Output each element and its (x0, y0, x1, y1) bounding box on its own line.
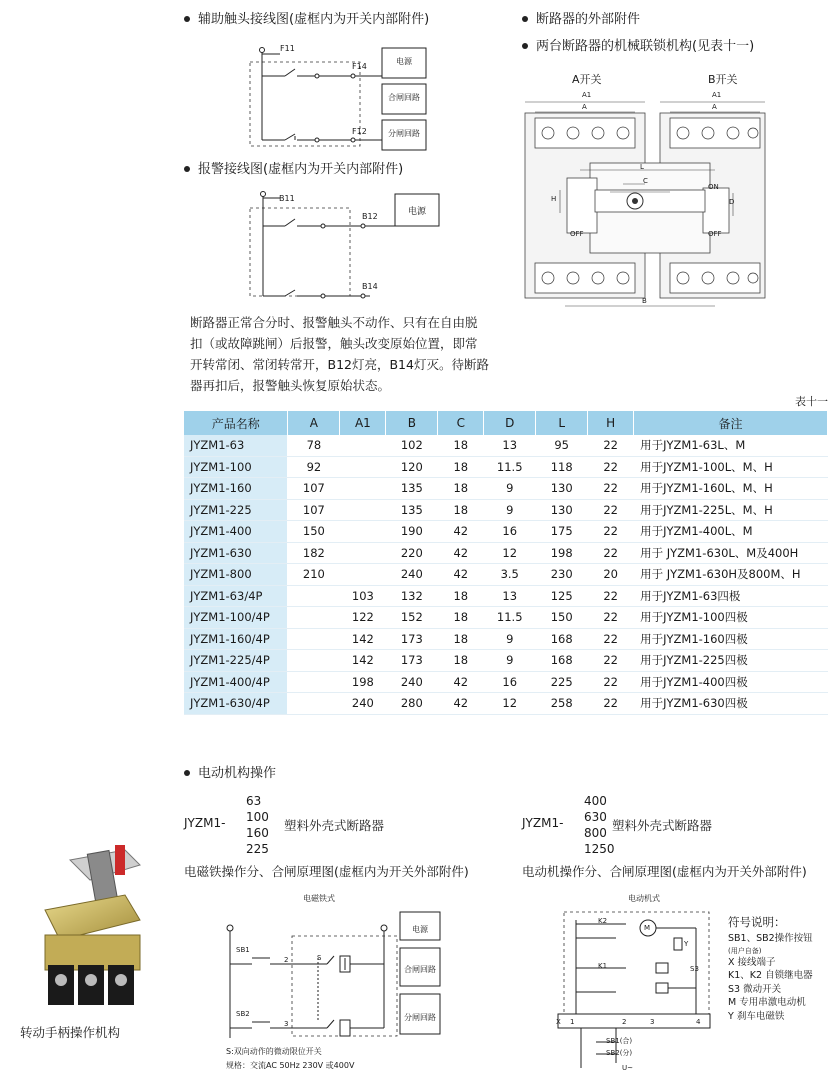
value-cell: 107 (288, 478, 340, 500)
value-cell: 9 (484, 499, 536, 521)
em-note-spec: 规格：交流AC 50Hz 230V 或400V (226, 1061, 355, 1070)
table-row (184, 542, 828, 564)
value-cell: 130 (536, 499, 588, 521)
terminal-2: 2 (622, 1018, 627, 1026)
table-row (184, 456, 828, 478)
label-node-3: 3 (284, 1020, 289, 1028)
th-h: H (588, 411, 634, 435)
label-b12: B12 (362, 212, 378, 221)
value-cell: 22 (588, 478, 634, 500)
label-node-2: 2 (284, 956, 289, 964)
value-cell: 18 (438, 478, 484, 500)
bullet-icon (522, 43, 528, 49)
dim-a-b: A (712, 103, 717, 111)
legend-list: SB1、SB2操作按钮 (用户自备) X 接线端子 K1、K2 自锁继电器 S3 微动开关 M 专用串激电动机 Y 刹车电磁铁 (728, 933, 813, 1022)
value-cell: 95 (536, 435, 588, 456)
value-cell: 122 (340, 607, 386, 629)
note-cell: 用于JYZM1-63四极 (634, 585, 828, 607)
label-sb1-right: SB1(合) (606, 1037, 633, 1045)
terminal-3: 3 (650, 1018, 655, 1026)
value-cell: 18 (438, 650, 484, 672)
value-cell: 78 (288, 435, 340, 456)
value-cell: 13 (484, 435, 536, 456)
note-cell: 用于JYZM1-225四极 (634, 650, 828, 672)
aux-box-open-circuit: 分闸回路 (388, 129, 420, 138)
product-name-cell: JYZM1-630 (184, 542, 288, 564)
label-k2: K2 (598, 917, 608, 925)
note-cell: 用于JYZM1-630四极 (634, 693, 828, 715)
value-cell: 173 (386, 650, 438, 672)
th-d: D (484, 411, 536, 435)
motor-diagram (556, 908, 716, 1078)
value-cell: 42 (438, 564, 484, 586)
product-name-cell: JYZM1-400/4P (184, 671, 288, 693)
value-cell (288, 671, 340, 693)
value-cell: 42 (438, 693, 484, 715)
label-on: ON (708, 183, 719, 191)
note-cell: 用于 JYZM1-630L、M及400H (634, 542, 828, 564)
value-cell: 16 (484, 671, 536, 693)
table-caption: 表十一 (795, 395, 828, 408)
value-cell: 3.5 (484, 564, 536, 586)
note-cell: 用于JYZM1-400L、M (634, 521, 828, 543)
value-cell: 16 (484, 521, 536, 543)
value-cell: 280 (386, 693, 438, 715)
note-cell: 用于 JYZM1-630H及800M、H (634, 564, 828, 586)
value-cell: 22 (588, 693, 634, 715)
th-a1: A1 (340, 411, 386, 435)
value-cell: 135 (386, 478, 438, 500)
value-cell (340, 435, 386, 456)
value-cell (288, 628, 340, 650)
value-cell: 22 (588, 628, 634, 650)
value-cell: 9 (484, 650, 536, 672)
value-cell: 130 (536, 478, 588, 500)
value-cell: 135 (386, 499, 438, 521)
value-cell: 210 (288, 564, 340, 586)
label-f14: F14 (352, 62, 367, 71)
value-cell: 92 (288, 456, 340, 478)
value-cell: 150 (536, 607, 588, 629)
value-cell: 118 (536, 456, 588, 478)
dim-d: D (729, 198, 735, 206)
label-s3: S3 (690, 965, 699, 973)
th-b: B (386, 411, 438, 435)
product-name-cell: JYZM1-100/4P (184, 607, 288, 629)
value-cell (288, 607, 340, 629)
value-cell (340, 499, 386, 521)
th-l: L (536, 411, 588, 435)
value-cell: 20 (588, 564, 634, 586)
th-c: C (438, 411, 484, 435)
value-cell: 18 (438, 607, 484, 629)
product-name-cell: JYZM1-63/4P (184, 585, 288, 607)
value-cell (340, 542, 386, 564)
dim-c: C (643, 177, 648, 185)
value-cell: 125 (536, 585, 588, 607)
value-cell: 240 (386, 671, 438, 693)
value-cell: 258 (536, 693, 588, 715)
label-off-a: OFF (570, 230, 584, 238)
bullet-icon (184, 16, 190, 22)
value-cell: 42 (438, 521, 484, 543)
table-row (184, 585, 828, 607)
value-cell (288, 650, 340, 672)
value-cell (288, 585, 340, 607)
value-cell: 12 (484, 693, 536, 715)
table-row (184, 693, 828, 715)
value-cell: 132 (386, 585, 438, 607)
product-name-cell: JYZM1-225 (184, 499, 288, 521)
label-m: M (644, 924, 651, 932)
value-cell: 22 (588, 542, 634, 564)
value-cell (340, 564, 386, 586)
value-cell: 168 (536, 650, 588, 672)
table-row (184, 650, 828, 672)
alarm-description: 断路器正常合分时、报警触头不动作、只有在自由脱 扣（或故障跳闸）后报警，触头改变原始位置，即常 开转常闭、常闭转常开，B12灯亮，B14灯灭。待断路 器再扣后，报警触头恢复原始状态。 (190, 315, 489, 393)
terminal-4: 4 (696, 1018, 701, 1026)
product-name-cell: JYZM1-800 (184, 564, 288, 586)
value-cell: 107 (288, 499, 340, 521)
em-box-open-circuit: 分闸回路 (404, 1013, 436, 1022)
value-cell: 13 (484, 585, 536, 607)
value-cell (340, 478, 386, 500)
bullet-icon (522, 16, 528, 22)
product-name-cell: JYZM1-63 (184, 435, 288, 456)
dim-a: A (582, 103, 587, 111)
note-cell: 用于JYZM1-400四极 (634, 671, 828, 693)
em-box-power: 电源 (412, 925, 428, 934)
interlock-title: 两台断路器的机械联锁机构(见表十一) (522, 39, 754, 55)
label-x: X (556, 1018, 561, 1026)
left-diagram-caption: 电磁铁操作分、合闸原理图(虚框内为开关外部附件) (184, 864, 469, 879)
value-cell: 12 (484, 542, 536, 564)
note-cell: 用于JYZM1-225L、M、H (634, 499, 828, 521)
terminal-1: 1 (570, 1018, 575, 1026)
value-cell: 150 (288, 521, 340, 543)
motor-title: 电动机构操作 (184, 766, 276, 782)
value-cell (340, 456, 386, 478)
dim-a1: A1 (582, 91, 592, 99)
bullet-icon (184, 166, 190, 172)
value-cell: 230 (536, 564, 588, 586)
label-y: Y (684, 940, 689, 948)
label-b11: B11 (279, 194, 295, 203)
label-u: U~ (622, 1064, 633, 1072)
aux-box-close-circuit: 合闸回路 (388, 93, 420, 102)
bullet-icon (184, 770, 190, 776)
em-note-switch: S:双向动作的微动限位开关 (226, 1047, 322, 1056)
table-row (184, 435, 828, 456)
th-note: 备注 (634, 411, 828, 435)
em-box-close-circuit: 合闸回路 (404, 965, 436, 974)
product-name-cell: JYZM1-100 (184, 456, 288, 478)
value-cell: 22 (588, 521, 634, 543)
value-cell: 18 (438, 456, 484, 478)
value-cell: 220 (386, 542, 438, 564)
note-cell: 用于JYZM1-160L、M、H (634, 478, 828, 500)
value-cell: 102 (386, 435, 438, 456)
product-name-cell: JYZM1-160 (184, 478, 288, 500)
value-cell: 198 (536, 542, 588, 564)
value-cell: 42 (438, 542, 484, 564)
value-cell: 190 (386, 521, 438, 543)
table-row (184, 521, 828, 543)
label-k1: K1 (598, 962, 608, 970)
th-a: A (288, 411, 340, 435)
label-f12: F12 (352, 127, 367, 136)
product-name-cell: JYZM1-400 (184, 521, 288, 543)
table-row (184, 671, 828, 693)
value-cell: 240 (340, 693, 386, 715)
th-product: 产品名称 (184, 411, 288, 435)
right-model-prefix: JYZM1- (522, 816, 564, 830)
label-b14: B14 (362, 282, 378, 291)
spec-table (184, 411, 828, 715)
dim-a1-b: A1 (712, 91, 722, 99)
value-cell: 18 (438, 499, 484, 521)
value-cell: 22 (588, 650, 634, 672)
right-diagram-caption: 电动机操作分、合闸原理图(虚框内为开关外部附件) (522, 864, 807, 879)
table-row (184, 607, 828, 629)
value-cell: 9 (484, 628, 536, 650)
table-row (184, 628, 828, 650)
dim-h: H (551, 195, 557, 203)
left-diagram-title: 电磁铁式 (303, 894, 335, 903)
value-cell: 22 (588, 456, 634, 478)
alarm-box-power: 电源 (407, 207, 426, 217)
label-sb1-left: SB1 (236, 946, 250, 954)
value-cell: 11.5 (484, 607, 536, 629)
value-cell: 198 (340, 671, 386, 693)
value-cell: 240 (386, 564, 438, 586)
aux-wiring-title: 辅助触头接线图(虚框内为开关内部附件) (184, 12, 429, 28)
left-model-desc: 塑料外壳式断路器 (284, 818, 385, 833)
value-cell: 142 (340, 628, 386, 650)
product-name-cell: JYZM1-630/4P (184, 693, 288, 715)
value-cell: 168 (536, 628, 588, 650)
value-cell: 18 (438, 435, 484, 456)
external-accessories-title: 断路器的外部附件 (522, 12, 640, 28)
value-cell: 120 (386, 456, 438, 478)
photo-caption: 转动手柄操作机构 (20, 1025, 121, 1040)
value-cell: 42 (438, 671, 484, 693)
value-cell: 22 (588, 585, 634, 607)
note-cell: 用于JYZM1-160四极 (634, 628, 828, 650)
value-cell: 225 (536, 671, 588, 693)
label-sb2-left: SB2 (236, 1010, 250, 1018)
note-cell: 用于JYZM1-100四极 (634, 607, 828, 629)
switch-a-label: A开关 (572, 73, 602, 86)
note-cell: 用于JYZM1-63L、M (634, 435, 828, 456)
value-cell: 152 (386, 607, 438, 629)
value-cell: 9 (484, 478, 536, 500)
value-cell: 22 (588, 607, 634, 629)
right-model-list: 400 630 800 1250 (584, 794, 615, 856)
note-cell: 用于JYZM1-100L、M、H (634, 456, 828, 478)
value-cell (340, 521, 386, 543)
switch-b-label: B开关 (708, 73, 738, 86)
right-model-desc: 塑料外壳式断路器 (612, 818, 713, 833)
value-cell: 22 (588, 671, 634, 693)
label-s: S (317, 954, 322, 962)
rotary-handle-mechanism-image (30, 840, 150, 1010)
table-row (184, 564, 828, 586)
value-cell: 22 (588, 499, 634, 521)
left-model-list: 63 100 160 225 (246, 794, 269, 856)
value-cell: 22 (588, 435, 634, 456)
product-name-cell: JYZM1-225/4P (184, 650, 288, 672)
dim-b: B (642, 297, 647, 305)
legend-title: 符号说明： (728, 915, 786, 929)
label-f11: F11 (280, 44, 295, 53)
left-model-prefix: JYZM1- (184, 816, 226, 830)
label-sb2-right: SB2(分) (606, 1049, 633, 1057)
table-header-row (184, 411, 828, 435)
alarm-wiring-title: 报警接线图(虚框内为开关内部附件) (184, 162, 403, 178)
value-cell (288, 693, 340, 715)
aux-box-power: 电源 (396, 57, 412, 66)
value-cell: 142 (340, 650, 386, 672)
right-diagram-title: 电动机式 (628, 894, 660, 903)
table-row (184, 499, 828, 521)
product-name-cell: JYZM1-160/4P (184, 628, 288, 650)
value-cell: 182 (288, 542, 340, 564)
value-cell: 18 (438, 585, 484, 607)
value-cell: 175 (536, 521, 588, 543)
value-cell: 11.5 (484, 456, 536, 478)
value-cell: 18 (438, 628, 484, 650)
dim-l: L (640, 163, 644, 171)
value-cell: 173 (386, 628, 438, 650)
table-row (184, 478, 828, 500)
value-cell: 103 (340, 585, 386, 607)
label-off-b: OFF (708, 230, 722, 238)
